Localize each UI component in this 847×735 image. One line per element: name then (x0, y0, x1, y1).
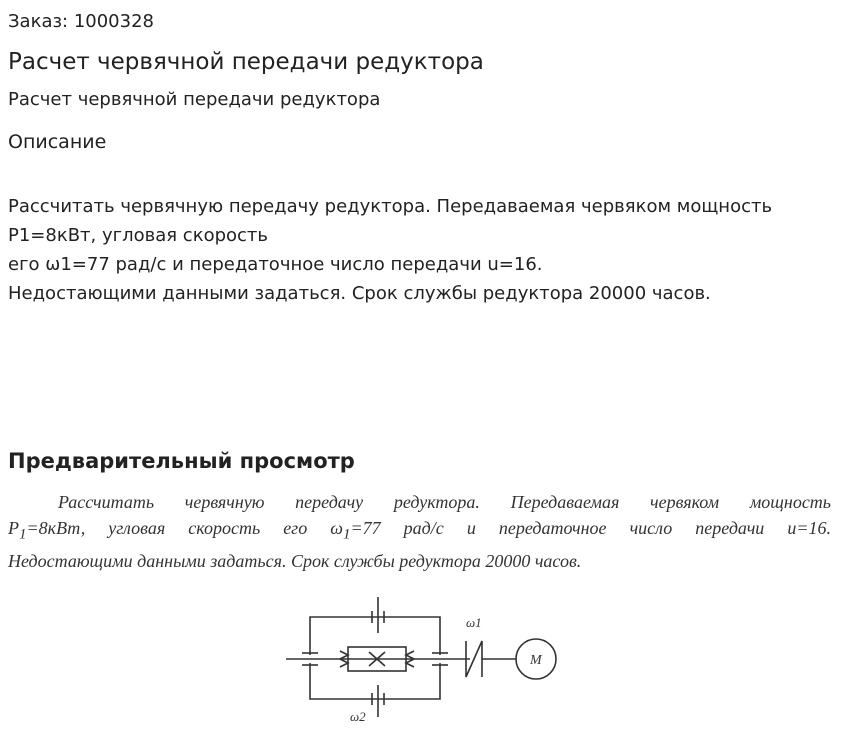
page-title: Расчет червячной передачи редуктора (8, 49, 484, 75)
scheme-label-w1: ω1 (466, 615, 482, 630)
preview-line-2 (8, 515, 831, 548)
order-number: Заказ: 1000328 (8, 11, 154, 32)
description-heading: Описание (8, 131, 107, 153)
preview-line-3: Недостающими данными задаться. Срок службы редуктора 20000 часов. (8, 550, 582, 571)
preview-line-1: Рассчитать червячную передачу редуктора. Передаваемая червяком мощность (58, 492, 831, 512)
lower-frame-line (310, 663, 440, 699)
kinematic-scheme (280, 593, 570, 725)
preview-heading: Предварительный просмотр (8, 449, 355, 473)
preview-line-2-b: =8кВт, угловая скорость его ω (26, 518, 343, 538)
preview-scan-text (8, 489, 831, 574)
preview-line-2-c: =77 рад/с и передаточное число передачи u=16. (350, 518, 831, 538)
preview-line-2-sub2: 1 (342, 526, 351, 543)
description-line: Рассчитать червячную передачу редуктора. Передаваемая червяком мощность (8, 196, 773, 217)
preview-line-2-a: P (8, 518, 19, 538)
page-subtitle: Расчет червячной передачи редуктора (8, 89, 381, 110)
description-text (8, 192, 772, 308)
scheme-label-motor: M (530, 653, 542, 668)
description-line: P1=8кВт, угловая скорость (8, 225, 269, 246)
scheme-label-w2: ω2 (350, 709, 366, 724)
upper-frame-line (310, 617, 440, 655)
description-line: Недостающими данными задаться. Срок службы редуктора 20000 часов. (8, 283, 711, 304)
description-line: его ω1=77 рад/с и передаточное число передачи u=16. (8, 254, 543, 275)
preview-line-2-sub1: 1 (19, 526, 27, 543)
